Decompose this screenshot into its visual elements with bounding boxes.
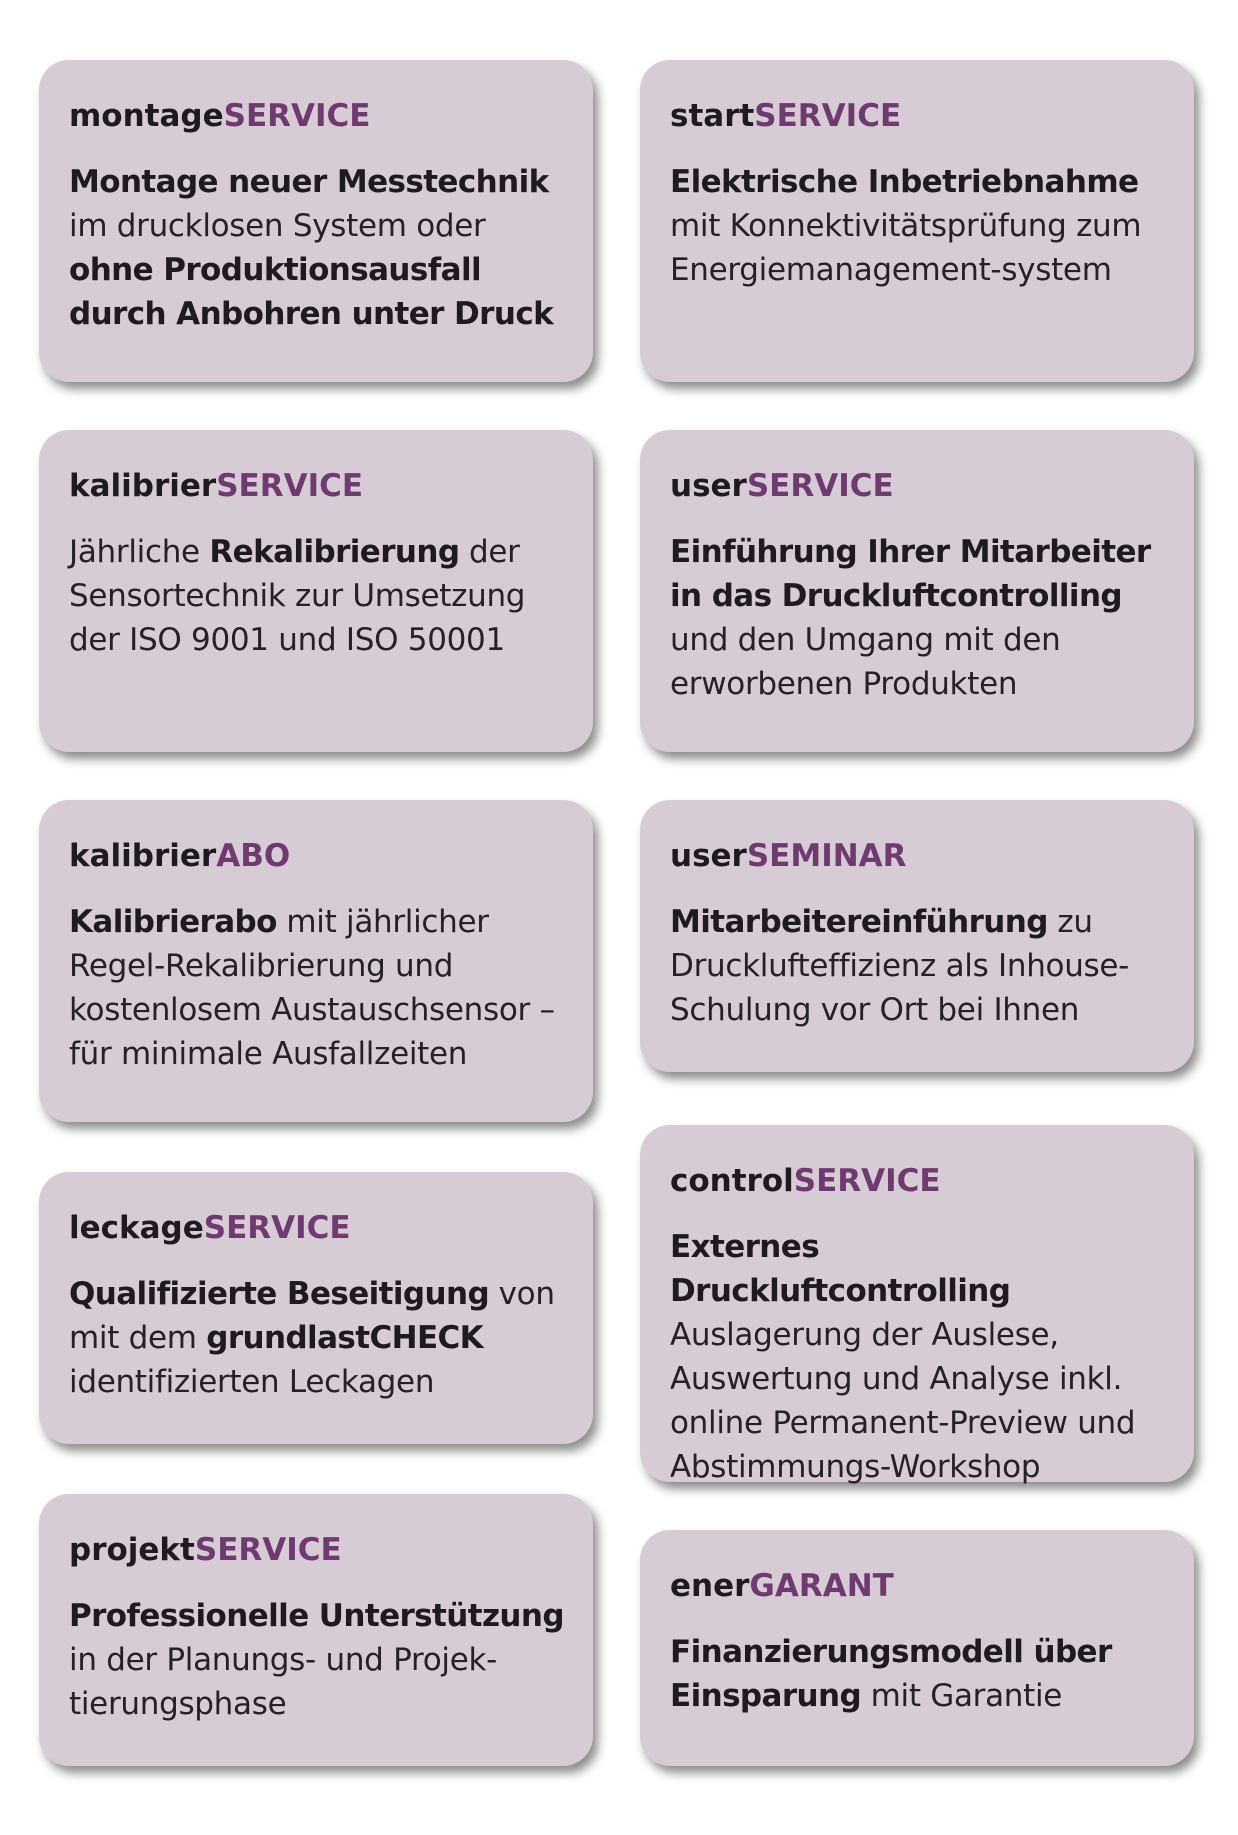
body-text: identifizierten Leckagen bbox=[69, 1364, 435, 1400]
card-title bbox=[69, 96, 565, 136]
card-title bbox=[670, 96, 1166, 136]
body-text: mit Garantie bbox=[861, 1678, 1063, 1714]
body-text: Auslagerung der Auslese, Auswertung und Analyse inkl. online Permanent-Preview und Abstimmungs-Workshop bbox=[670, 1317, 1136, 1485]
title-prefix: projekt bbox=[69, 1532, 195, 1568]
title-prefix: leckage bbox=[69, 1210, 204, 1246]
body-bold-text: Externes Druckluftcontrolling bbox=[670, 1229, 1011, 1309]
body-text: mit jährlicher Regel-Rekalibrierung und kostenlosem Austauschsensor – für minimale Ausfallzeiten bbox=[69, 904, 555, 1072]
body-bold-text: Einführung Ihrer Mitarbeiter in das Druckluftcontrolling bbox=[670, 534, 1151, 614]
card-kalibrier-abo bbox=[39, 800, 593, 1122]
body-bold-text: Mitarbeitereinführung bbox=[670, 904, 1048, 940]
body-bold-text: Rekalibrierung bbox=[209, 534, 460, 570]
card-title bbox=[670, 836, 1166, 876]
body-bold-text: grundlastCHECK bbox=[206, 1320, 484, 1356]
card-body bbox=[670, 900, 1166, 1032]
body-text: zu Drucklufteffizienz als Inhouse-Schulung vor Ort bei Ihnen bbox=[670, 904, 1130, 1028]
title-prefix: user bbox=[670, 468, 747, 504]
body-text: und den Umgang mit den erworbenen Produkten bbox=[670, 622, 1061, 702]
card-projekt-service bbox=[39, 1494, 593, 1766]
card-body bbox=[69, 1594, 565, 1726]
card-start-service bbox=[640, 60, 1194, 382]
body-text: in der Planungs- und Projek-tierungsphase bbox=[69, 1642, 498, 1722]
body-text: im drucklosen System oder bbox=[69, 208, 486, 244]
card-title bbox=[69, 466, 565, 506]
body-bold-text: Montage neuer Messtechnik bbox=[69, 164, 549, 200]
title-suffix: SEMINAR bbox=[746, 838, 907, 874]
card-body bbox=[69, 160, 565, 336]
body-bold-text: Professionelle Unterstützung bbox=[69, 1598, 564, 1634]
card-leckage-service bbox=[39, 1172, 593, 1444]
card-body bbox=[69, 530, 565, 662]
card-kalibrier-service bbox=[39, 430, 593, 752]
body-text: mit Konnektivitätsprüfung zum Energiemanagement-system bbox=[670, 208, 1142, 288]
body-bold-text: Kalibrierabo bbox=[69, 904, 277, 940]
title-prefix: ener bbox=[670, 1568, 750, 1604]
title-suffix: SERVICE bbox=[223, 98, 371, 134]
card-user-seminar bbox=[640, 800, 1194, 1072]
body-bold-text: Finanzierungsmodell über Einsparung bbox=[670, 1634, 1112, 1714]
card-body bbox=[670, 1225, 1166, 1489]
card-title bbox=[670, 1161, 1166, 1201]
card-title bbox=[670, 1566, 1166, 1606]
card-body bbox=[670, 1630, 1166, 1718]
body-bold-text: Elektrische Inbetriebnahme bbox=[670, 164, 1139, 200]
title-suffix: GARANT bbox=[749, 1568, 894, 1604]
card-title bbox=[69, 1208, 565, 1248]
card-title bbox=[69, 836, 565, 876]
title-prefix: control bbox=[670, 1163, 794, 1199]
card-body bbox=[69, 900, 565, 1076]
title-suffix: SERVICE bbox=[754, 98, 902, 134]
title-suffix: SERVICE bbox=[216, 468, 364, 504]
title-prefix: user bbox=[670, 838, 747, 874]
title-prefix: kalibrier bbox=[69, 468, 217, 504]
body-bold-text: ohne Produktionsausfall durch Anbohren unter Druck bbox=[69, 252, 554, 332]
title-prefix: kalibrier bbox=[69, 838, 217, 874]
title-prefix: start bbox=[670, 98, 755, 134]
title-suffix: SERVICE bbox=[194, 1532, 342, 1568]
title-suffix: SERVICE bbox=[746, 468, 894, 504]
title-suffix: ABO bbox=[216, 838, 291, 874]
card-body bbox=[670, 530, 1166, 706]
title-prefix: montage bbox=[69, 98, 224, 134]
body-text: der Sensortechnik zur Umsetzung der ISO 9001 und ISO 50001 bbox=[69, 534, 526, 658]
body-text: Jährliche bbox=[69, 534, 210, 570]
card-ener-garant bbox=[640, 1530, 1194, 1766]
card-title bbox=[69, 1530, 565, 1570]
card-body bbox=[670, 160, 1166, 292]
title-suffix: SERVICE bbox=[203, 1210, 351, 1246]
card-control-service bbox=[640, 1125, 1194, 1485]
body-text: von mit dem bbox=[69, 1276, 555, 1356]
card-body bbox=[69, 1272, 565, 1404]
card-montage-service bbox=[39, 60, 593, 382]
body-bold-text: Qualifizierte Beseitigung bbox=[69, 1276, 490, 1312]
card-title bbox=[670, 466, 1166, 506]
card-user-service bbox=[640, 430, 1194, 752]
title-suffix: SERVICE bbox=[793, 1163, 941, 1199]
